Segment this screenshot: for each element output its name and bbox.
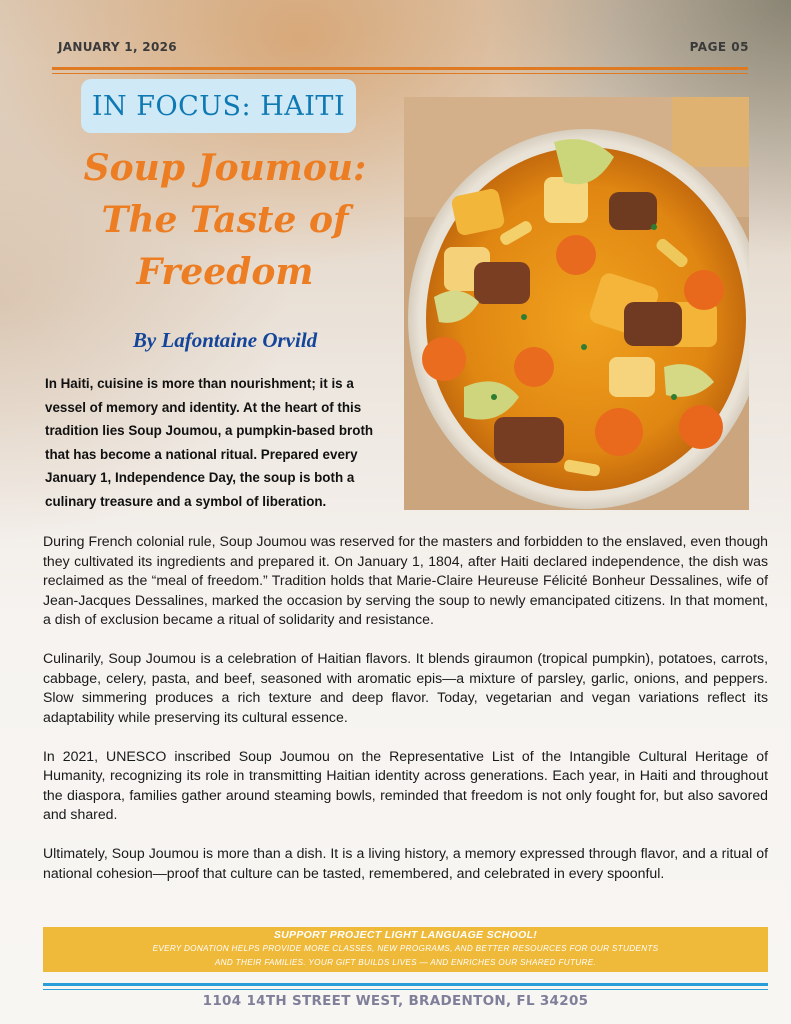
article-body <box>43 532 768 903</box>
soup-bowl-image <box>404 97 749 510</box>
footer-rule <box>43 983 768 986</box>
body-paragraph-2: Culinarily, Soup Joumou is a celebration of Haitian flavors. It blends giraumon (tropical pumpkin), potatoes, carrots, cabbage, celery, pasta, and beef, seasoned with aromatic epis—a mixture of parsley, garlic, onions, and peppers. Slow simmering produces a rich texture and deep flavor. Today, vegetarian and vegan variations reflect its adaptability while preserving its cultural essence. <box>43 650 768 725</box>
soup-photo <box>404 97 749 510</box>
lead-paragraph: In Haiti, cuisine is more than nourishment; it is a vessel of memory and identity. At the heart of this tradition lies Soup Joumou, a pumpkin-based broth that has become a national ritual. Prepared every January 1, Independence Day, the soup is both a culinary treasure and a symbol of liberation. <box>45 376 374 509</box>
header-rule <box>52 67 748 70</box>
banner-text-line-2: AND THEIR FAMILIES. YOUR GIFT BUILDS LIVES — AND ENRICHES OUR SHARED FUTURE. <box>214 958 597 967</box>
banner-heading: SUPPORT PROJECT LIGHT LANGUAGE SCHOOL! <box>273 929 538 941</box>
section-label: IN FOCUS: HAITI <box>81 79 356 133</box>
issue-date: JANUARY 1, 2026 <box>58 40 177 54</box>
title-line-1: Soup Joumou: <box>83 147 367 189</box>
header-rule-thin <box>52 73 748 74</box>
title-line-2: The Taste of <box>101 199 349 241</box>
byline: By Lafontaine Orvild <box>132 328 318 352</box>
body-paragraph-4: Ultimately, Soup Joumou is more than a dish. It is a living history, a memory expressed through flavor, and a ritual of national cohesion—proof that culture can be tasted, remembered, and celebrated in every spoonful. <box>43 845 768 881</box>
footer-rule-thin <box>43 989 768 990</box>
banner-text-line-1: EVERY DONATION HELPS PROVIDE MORE CLASSES, NEW PROGRAMS, AND BETTER RESOURCES FOR OUR STUDENTS <box>152 944 659 953</box>
body-paragraph-3: In 2021, UNESCO inscribed Soup Joumou on the Representative List of the Intangible Cultural Heritage of Humanity, recognizing its role in transmitting Haitian identity across generations. Each year, in Haiti and throughout the diaspora, families gather around steaming bowls, reminded that freedom is not only fought for, but also savored and shared. <box>43 747 768 822</box>
page-number: PAGE 05 <box>689 40 749 54</box>
title-line-3: Freedom <box>136 251 314 293</box>
footer-address: 1104 14TH STREET WEST, BRADENTON, FL 34205 <box>202 993 589 1009</box>
donation-banner <box>43 927 768 972</box>
article-title <box>60 142 390 298</box>
body-paragraph-1: During French colonial rule, Soup Joumou was reserved for the masters and forbidden to the enslaved, even though they cultivated its ingredients and prepared it. On January 1, 1804, after Haiti declared independence, the dish was reclaimed as the “meal of freedom.” Tradition holds that Marie-Claire Heureuse Félicité Bonheur Dessalines, wife of Jean-Jacques Dessalines, marked the occasion by serving the soup to newly emancipated citizens. In that moment, a dish of exclusion became a ritual of solidarity and resistance. <box>43 533 768 627</box>
